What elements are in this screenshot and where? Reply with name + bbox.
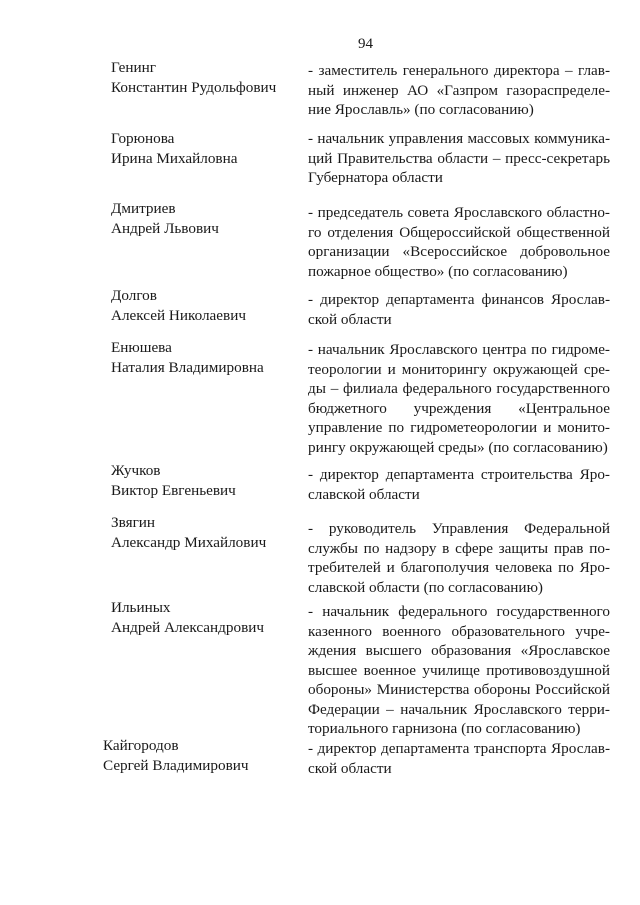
position-line: - начальник управления массовых коммуника- [308, 130, 610, 147]
position-line: ской области [308, 759, 392, 777]
position-line: бюджетного учреждения «Центральное [308, 399, 610, 417]
person-surname: Енюшева [111, 339, 172, 356]
position-line: - заместитель генерального директора – глав- [308, 62, 610, 79]
person-name [111, 286, 296, 325]
person-surname: Ильиных [111, 599, 171, 616]
person-surname: Дмитриев [111, 200, 176, 217]
position-line: - руководитель Управления Федеральной [308, 520, 610, 537]
position-line: рингу окружающей среды» (по согласованию) [308, 438, 608, 456]
position-line: ды – филиала федерального государственного [308, 380, 610, 397]
person-given-names: Андрей Александрович [111, 618, 265, 636]
page-number: 94 [358, 36, 373, 52]
person-name [111, 513, 296, 552]
person-surname: Жучков [111, 462, 161, 479]
position-line: ториального гарнизона (по согласованию) [308, 720, 581, 737]
person-given-names: Сергей Владимирович [103, 756, 249, 774]
position-line: - начальник Ярославского центра по гидроме- [308, 341, 610, 358]
person-position [308, 739, 610, 778]
person-position [308, 203, 610, 281]
person-position [308, 519, 610, 597]
position-line: ждения высшего образования «Ярославское [308, 642, 610, 659]
person-given-names: Алексей Николаевич [111, 306, 246, 324]
position-line: Губернатора области [308, 169, 443, 186]
position-line: Федерации – начальник Ярославского терри- [308, 700, 610, 718]
person-name [111, 129, 296, 168]
person-surname: Кайгородов [103, 737, 179, 754]
position-line: высшее военное училище противовоздушной [308, 661, 610, 679]
position-line: казенного военного образовательного учре- [308, 622, 610, 640]
person-name [111, 199, 296, 238]
position-line: пожарное общество» (по согласованию) [308, 262, 568, 280]
person-position [308, 602, 610, 739]
position-line: славской области (по согласованию) [308, 578, 543, 596]
position-line: управление по гидрометеорологии и монито- [308, 419, 610, 436]
person-name [111, 598, 296, 637]
position-line: - начальник федерального государственного [308, 603, 610, 620]
position-line: - председатель совета Ярославского областно- [308, 204, 610, 221]
person-given-names: Ирина Михайловна [111, 149, 238, 167]
position-line: ций Правительства области – пресс-секретарь [308, 149, 610, 167]
position-line: славской области [308, 485, 420, 503]
position-line: требителей и благополучия человека по Яро- [308, 559, 610, 576]
position-line: ние Ярославль» (по согласованию) [308, 101, 534, 118]
position-line: го отделения Общероссийской общественной [308, 223, 610, 241]
person-name [111, 338, 296, 377]
position-line: ный инженер АО «Газпром газораспределе- [308, 81, 610, 99]
position-line: - директор департамента финансов Ярослав- [308, 291, 610, 308]
person-name [111, 461, 296, 500]
person-given-names: Наталия Владимировна [111, 358, 264, 376]
person-surname: Генинг [111, 59, 156, 76]
person-position [308, 465, 610, 504]
person-position [308, 61, 610, 120]
person-position [308, 340, 610, 457]
person-given-names: Константин Рудольфович [111, 78, 277, 96]
person-given-names: Андрей Львович [111, 219, 219, 237]
position-line: теорологии и мониторингу окружающей сре- [308, 360, 610, 378]
position-line: - директор департамента транспорта Ярослав- [308, 740, 610, 757]
person-surname: Звягин [111, 514, 156, 531]
position-line: ской области [308, 310, 392, 328]
position-line: службы по надзору в сфере защиты прав по- [308, 539, 610, 557]
position-line: организации «Всероссийское добровольное [308, 243, 610, 260]
person-surname: Долгов [111, 287, 157, 304]
person-given-names: Виктор Евгеньевич [111, 481, 236, 499]
person-name [111, 58, 296, 97]
position-line: - директор департамента строительства Яро- [308, 466, 610, 483]
position-line: обороны» Министерства обороны Российской [308, 681, 610, 698]
person-position [308, 290, 610, 329]
person-given-names: Александр Михайлович [111, 533, 267, 551]
person-name [103, 736, 288, 775]
person-position [308, 129, 610, 188]
person-surname: Горюнова [111, 130, 175, 147]
